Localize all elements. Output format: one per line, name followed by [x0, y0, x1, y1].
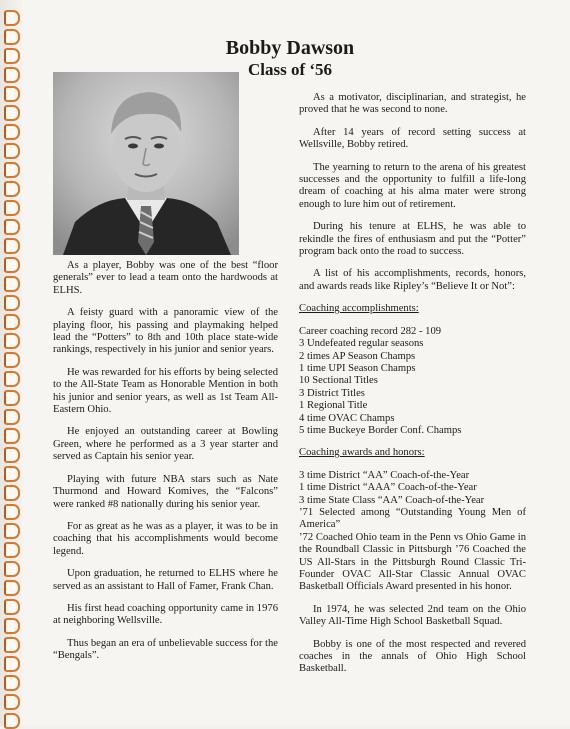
binding-ring [4, 542, 20, 558]
left-paragraph-4: He enjoyed an outstanding career at Bowling Green, where he performed as a 3 year starter and served as Captain his senior year. [53, 426, 278, 463]
right-paragraph-7: Bobby is one of the most respected and revered coaches in the annals of Ohio High School Basketball. [299, 638, 526, 675]
binding-ring [4, 523, 20, 539]
class-year: Class of ‘56 [247, 60, 333, 79]
binding-ring [4, 409, 20, 425]
binding-ring [4, 656, 20, 672]
list-item: 3 District Titles [299, 387, 365, 399]
binding-ring [4, 219, 20, 235]
binding-ring [4, 29, 20, 45]
list-item: Career coaching record 282 - 109 [299, 325, 442, 337]
binding-ring [4, 143, 20, 159]
binding-ring [4, 675, 20, 691]
list-item: 3 time State Class “AA” Coach-of-the-Year [299, 494, 485, 506]
left-paragraph-2: A feisty guard with a panoramic view of the playing floor, his passing and playmaking helped lead the “Potters” to 8th and 10th place state-wide rankings, respectively in his junior and senior years. [53, 307, 278, 356]
right-paragraph-6: In 1974, he was selected 2nd team on the Ohio Valley All-Time High School Basketball Squad. [299, 603, 526, 628]
list-item: 5 time Buckeye Border Conf. Champs [299, 424, 462, 436]
binding-ring [4, 162, 20, 178]
binding-ring [4, 105, 20, 121]
left-column [53, 260, 278, 673]
list-item: 10 Sectional Titles [299, 375, 378, 387]
right-paragraph-5: A list of his accomplishments, records, honors, and awards reads like Ripley’s “Believe It or Not”: [299, 268, 526, 292]
list-item: 3 Undefeated regular seasons [299, 338, 424, 350]
binding-ring [4, 257, 20, 273]
binding-ring [4, 181, 20, 197]
right-paragraph-3: The yearning to return to the arena of his greatest successes and the opportunity to fulfill a life-long dream of coaching at his alma mater were strong enough to lure him out of retirement. [299, 161, 526, 210]
binding-ring [4, 485, 20, 501]
left-paragraph-7: Upon graduation, he returned to ELHS where he served as an assistant to Hall of Famer, Frank Chan. [53, 568, 278, 592]
binding-ring [4, 295, 20, 311]
binding-ring [4, 390, 20, 406]
binding-ring [4, 580, 20, 596]
list-item: 2 times AP Season Champs [299, 350, 416, 362]
portrait-image [53, 72, 239, 255]
left-paragraph-5: Playing with future NBA stars such as Nate Thurmond and Howard Komives, the “Falcons” were ranked #8 nationally during his senior year. [53, 473, 278, 510]
binding-ring [4, 333, 20, 349]
list-item: 1 time UPI Season Champs [299, 362, 416, 374]
binding-ring [4, 466, 20, 482]
right-paragraph-1: As a motivator, disciplinarian, and strategist, he proved that he was second to none. [299, 92, 526, 116]
coaching-awards-list [299, 470, 526, 594]
binding-ring [4, 504, 20, 520]
coaching-accomplishments-heading: Coaching accomplishments: [299, 303, 419, 315]
list-item: 1 time District “AAA” Coach-of-the-Year [299, 482, 477, 494]
binding-ring [4, 561, 20, 577]
left-paragraph-8: His first head coaching opportunity came in 1976 at neighboring Wellsville. [53, 602, 278, 627]
right-paragraph-2: After 14 years of record setting success at Wellsville, Bobby retired. [299, 126, 526, 151]
left-paragraph-3: He was rewarded for his efforts by being selected to the All-State Team as Honorable Mention in both his junior and senior years, as well as 1st Team All-Eastern Ohio. [53, 366, 278, 416]
binding-ring [4, 86, 20, 102]
list-item: ’72 Coached Ohio team in the Penn vs Ohio Game in the Roundball Classic in Pittsburgh ’76 Coached the US All-Stars in the Pittsburgh Round Classic Tri-Founder OVAC All-Star Classic Annual OVAC Basketball Officials Award presented in his honor. [299, 531, 526, 593]
coaching-awards-heading: Coaching awards and honors: [299, 447, 425, 459]
binding-ring [4, 694, 20, 710]
binding-ring [4, 48, 20, 64]
binding-ring [4, 618, 20, 634]
left-paragraph-1: As a player, Bobby was one of the best “floor generals” ever to lead a team onto the hardwoods at ELHS. [53, 260, 278, 296]
left-paragraph-6: For as great as he was as a player, it was to be in coaching that his accomplishments would become legend. [53, 520, 278, 557]
binding-ring [4, 238, 20, 254]
binding-ring [4, 67, 20, 83]
list-item: 4 time OVAC Champs [299, 412, 395, 424]
list-item: 1 Regional Title [299, 400, 368, 412]
binding-ring [4, 428, 20, 444]
portrait-photo [53, 72, 239, 255]
coaching-accomplishments-list [299, 326, 526, 438]
binding-ring [4, 371, 20, 387]
right-column [299, 92, 526, 686]
spiral-binding [0, 0, 22, 726]
list-item: 3 time District “AA” Coach-of-the-Year [299, 469, 470, 481]
binding-ring [4, 447, 20, 463]
binding-ring [4, 200, 20, 216]
binding-ring [4, 637, 20, 653]
binding-ring [4, 10, 20, 26]
list-item: ’71 Selected among “Outstanding Young Men of America” [299, 506, 526, 531]
inductee-name: Bobby Dawson [225, 37, 355, 59]
binding-ring [4, 352, 20, 368]
binding-ring [4, 599, 20, 615]
binding-ring [4, 124, 20, 140]
binding-ring [4, 314, 20, 330]
binding-ring [4, 276, 20, 292]
binding-ring [4, 713, 20, 729]
right-paragraph-4: During his tenure at ELHS, he was able to rekindle the fires of enthusiasm and put the “Potter” program back onto the road to success. [299, 221, 526, 258]
left-paragraph-9: Thus began an era of unbelievable success for the “Bengals”. [53, 637, 278, 662]
